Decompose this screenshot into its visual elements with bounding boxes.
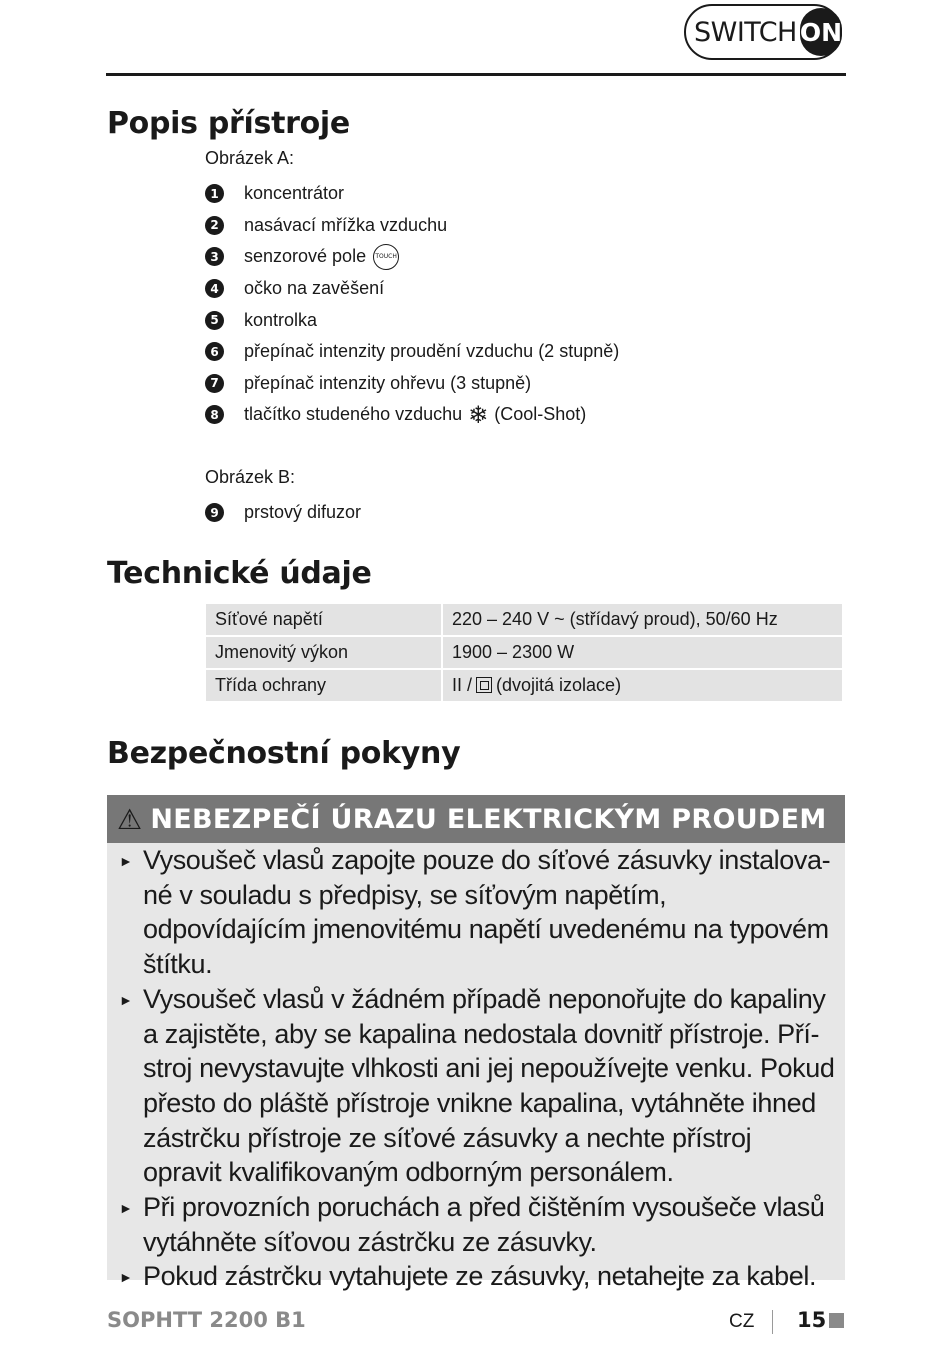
bullet-triangle-icon: ► [119, 991, 133, 1008]
section-title-technical: Technické údaje [107, 556, 372, 591]
list-item [205, 368, 619, 400]
list-item-text: očko na zavěšení [244, 278, 385, 299]
list-item [205, 178, 619, 210]
list-item [205, 336, 619, 368]
list-item-text-after: (Cool-Shot) [494, 404, 587, 425]
number-badge: 9 [205, 503, 224, 522]
footer-square-icon [829, 1313, 844, 1328]
bullet-item [119, 982, 835, 1190]
warning-title: NEBEZPEČÍ ÚRAZU ELEKTRICKÝM PROUDEM [150, 803, 827, 835]
table-cell-value: 1900 – 2300 W [443, 637, 842, 668]
list-item-text: přepínač intenzity proudění vzduchu (2 stupně) [244, 341, 620, 362]
figure-b-label: Obrázek B: [205, 467, 296, 487]
technical-data-table [206, 602, 842, 703]
number-badge: 8 [205, 405, 224, 424]
figure-a-list [205, 178, 619, 431]
header-rule [106, 73, 846, 76]
bullet-text: Vysoušeč vlasů v žádném případě neponořujte do kapaliny a zajistěte, aby se kapalina nedostala dovnitř přístroje. Pří-stroj nevystavujte vlhkosti ani jej nepoužívejte venku. Pokud přesto do pláště přístroje vnikne kapalina, vytáhněte ihned zástrčku přístroje ze síťové zásuvky a nechte přístroj opravit kvalifikovaným odborným personálem. [143, 983, 835, 1188]
bullet-item [119, 843, 835, 982]
bullet-text: Pokud zástrčku vytahujete ze zásuvky, netahejte za kabel. [143, 1261, 817, 1292]
warning-bullet-list [107, 843, 845, 1295]
logo-text: SWITCH [694, 16, 797, 48]
list-item [205, 241, 619, 273]
footer-model: SOPHTT 2200 B1 [107, 1308, 306, 1332]
bullet-text: Vysoušeč vlasů zapojte pouze do síťové zásuvky instalova-né v souladu s předpisy, se síťovým napětím, odpovídajícím jmenovitému napětí uvedenému na typovém štítku. [143, 845, 831, 980]
table-cell-label: Třída ochrany [206, 670, 443, 701]
value-suffix: (dvojitá izolace) [496, 675, 622, 695]
number-badge: 5 [205, 311, 224, 330]
table-row [206, 604, 842, 635]
list-item-text: kontrolka [244, 309, 318, 330]
list-item-text: senzorové pole [244, 246, 367, 267]
list-item [205, 399, 619, 431]
section-title-description: Popis přístroje [107, 106, 350, 141]
table-cell-label: Jmenovitý výkon [206, 637, 443, 668]
bullet-item [119, 1190, 835, 1259]
snowflake-icon: ❄ [468, 400, 489, 429]
table-cell-value: 220 – 240 V ~ (střídavý proud), 50/60 Hz [443, 604, 842, 635]
list-item-text: prstový difuzor [244, 502, 362, 523]
double-insulation-icon [476, 677, 492, 693]
number-badge: 7 [205, 374, 224, 393]
list-item-text: nasávací mřížka vzduchu [244, 214, 448, 235]
list-item [205, 273, 619, 305]
list-item-text: tlačítko studeného vzduchu [244, 404, 463, 425]
bullet-triangle-icon: ► [119, 853, 133, 869]
warning-box [107, 795, 845, 1292]
list-item-text: koncentrátor [244, 183, 345, 204]
number-badge: 1 [205, 184, 224, 203]
list-item-text: přepínač intenzity ohřevu (3 stupně) [244, 372, 532, 393]
warning-header [107, 795, 845, 843]
figure-a-label: Obrázek A: [205, 148, 295, 168]
list-item [205, 210, 619, 242]
footer-language: CZ [729, 1311, 755, 1332]
table-row [206, 637, 842, 668]
bullet-item [119, 1259, 835, 1295]
table-cell-value [443, 670, 842, 701]
list-item [205, 497, 361, 529]
value-prefix: II / [452, 675, 473, 695]
number-badge: 6 [205, 342, 224, 361]
number-badge: 2 [205, 216, 224, 235]
number-badge: 4 [205, 279, 224, 298]
bullet-triangle-icon: ► [119, 1200, 133, 1217]
bullet-triangle-icon: ► [119, 1269, 133, 1286]
page-number: 15 [797, 1308, 827, 1332]
logo-on-badge: ON [800, 8, 842, 56]
list-item [205, 304, 619, 336]
number-badge: 3 [205, 247, 224, 266]
table-cell-label: Síťové napětí [206, 604, 443, 635]
bullet-text: Při provozních poruchách a před čištěním vysoušeče vlasů vytáhněte síťovou zástrčku ze zásuvky. [143, 1192, 825, 1257]
figure-b-list [205, 497, 361, 529]
touch-icon: TOUCH [373, 244, 399, 270]
warning-triangle-icon: ⚠ [117, 802, 143, 836]
table-row [206, 670, 842, 701]
section-title-safety: Bezpečnostní pokyny [107, 736, 461, 771]
footer-divider [772, 1310, 773, 1334]
brand-logo [684, 4, 842, 60]
